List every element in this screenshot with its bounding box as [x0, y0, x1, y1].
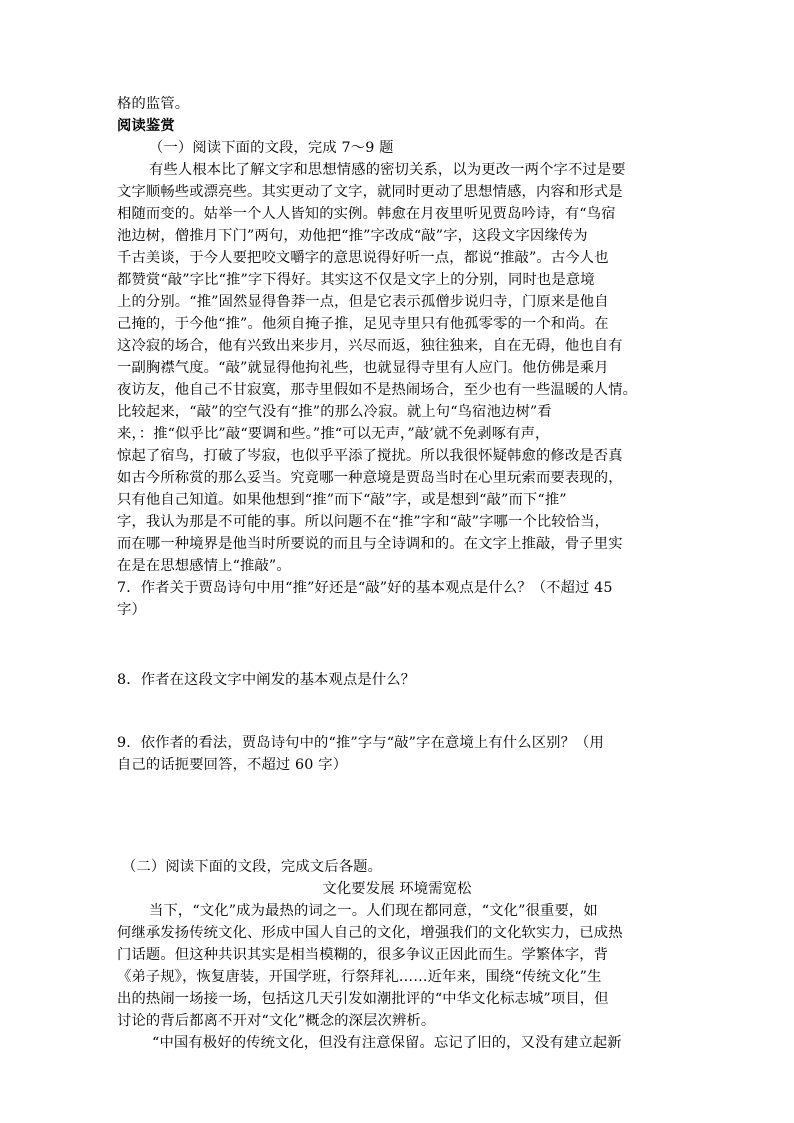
passage-line: 池边树，僧推月下门”两句，劝他把“推”字改成“敲”字，这段文字因缘传为: [117, 228, 588, 244]
intro-tail-text: 格的监管。: [117, 96, 190, 112]
passage-line: 上的分别。“推”固然显得鲁莽一点，但是它表示孤僧步说归寺，门原来是他自: [117, 294, 609, 310]
passage-line: 一副胸襟气度。“敲”就显得他拘礼些，也就显得寺里有人应门。他仿佛是乘月: [117, 360, 609, 376]
passage-line: 来，：推“似乎比”敲“要调和些。”推“可以无声，”敲’就不免剥啄有声，: [117, 426, 550, 442]
passage-line: 出的热闹一场接一场，包括这几天引发如潮批评的“中华文化标志城”项目，但: [117, 991, 609, 1007]
passage-line: 字，我认为那是不可能的事。所以问题不在“推”字和“敲”字哪一个比较恰当，: [117, 514, 610, 530]
question-9-line2: 自己的话扼要回答，不超过 60 字）: [117, 757, 348, 773]
question-8: 8．作者在这段文字中阐发的基本观点是什么？: [117, 672, 416, 688]
passage-line: 有些人根本比了解文字和思想情感的密切关系，以为更改一两个字不过是要: [149, 162, 626, 178]
part2-instruction: （二）阅读下面的文段，完成文后各题。: [122, 859, 383, 875]
passage-line: 惊起了宿鸟，打破了岑寂，也似乎平添了搅扰。所以我很怀疑韩愈的修改是否真: [117, 448, 623, 464]
passage-line: 何继承发扬传统文化、形成中国人自己的文化，增强我们的文化软实力，已成热: [117, 925, 623, 941]
passage-line: 讨论的背后都离不开对“文化”概念的深层次辨析。: [117, 1013, 436, 1029]
passage-line: 当下，“文化”成为最热的词之一。人们现在都同意，“文化”很重要，如: [149, 903, 598, 919]
passage-line: 己掩的，于今他“推”。他须自掩子推，足见寺里只有他孤零零的一个和尚。在: [117, 316, 609, 332]
passage-line: 比较起来，“敲”的空气没有“推”的那么冷寂。就上句“鸟宿池边树”看: [117, 404, 552, 420]
passage-line: 在是在思想感情上“推敲”。: [117, 558, 291, 574]
question-7-line1: 7．作者关于贾岛诗句中用“推”好还是“敲”好的基本观点是什么？（不超过 45: [117, 580, 613, 596]
passage-line: 相随而变的。姑举一个人人皆知的实例。韩愈在月夜里听见贾岛吟诗，有“鸟宿: [117, 206, 616, 222]
question-9-line1: 9．依作者的看法，贾岛诗句中的“推”字与“敲”字在意境上有什么区别？（用: [117, 735, 604, 751]
passage-line: 都赞赏“敲”字比“推”字下得好。其实这不仅是文字上的分别，同时也是意境: [117, 272, 595, 288]
passage-line: 如古今所称赏的那么妥当。究竟哪一种意境是贾岛当时在心里玩索而要表现的，: [117, 470, 623, 486]
section-heading: 阅读鉴赏: [117, 118, 175, 134]
part2-title: 文化要发展 环境需宽松: [322, 881, 472, 897]
passage-line: 门话题。但这种共识其实是相当模糊的，很多争议正因此而生。学繁体字，背: [117, 947, 609, 963]
passage-line: 千古美谈，于今人要把咬文嚼字的意思说得好听一点，都说“推敲”。古今人也: [117, 250, 609, 266]
passage-line: 《弟子规》，恢复唐装，开国学班，行祭拜礼……近年来，围绕“传统文化”生: [117, 969, 602, 985]
passage-quote-line: “中国有极好的传统文化，但没有注意保留。忘记了旧的，又没有建立起新: [152, 1035, 622, 1051]
passage-line: 只有他自己知道。如果他想到“推”而下“敲”字，或是想到“敲”而下“推”: [117, 492, 567, 508]
passage-line: 这冷寂的场合，他有兴致出来步月，兴尽而返，独往独来，自在无碍，他也自有: [117, 338, 623, 354]
question-7-line2: 字）: [117, 602, 146, 618]
passage-line: 而在哪一种境界是他当时所要说的而且与全诗调和的。在文字上推敲，骨子里实: [117, 536, 623, 552]
passage-line: 文字顺畅些或漂亮些。其实更动了文字，就同时更动了思想情感，内容和形式是: [117, 184, 623, 200]
passage-line: 夜访友，他自己不甘寂寞，那寺里假如不是热闹场合，至少也有一些温暖的人情。: [117, 382, 638, 398]
part1-instruction: （一）阅读下面的文段，完成 7～9 题: [149, 140, 394, 156]
